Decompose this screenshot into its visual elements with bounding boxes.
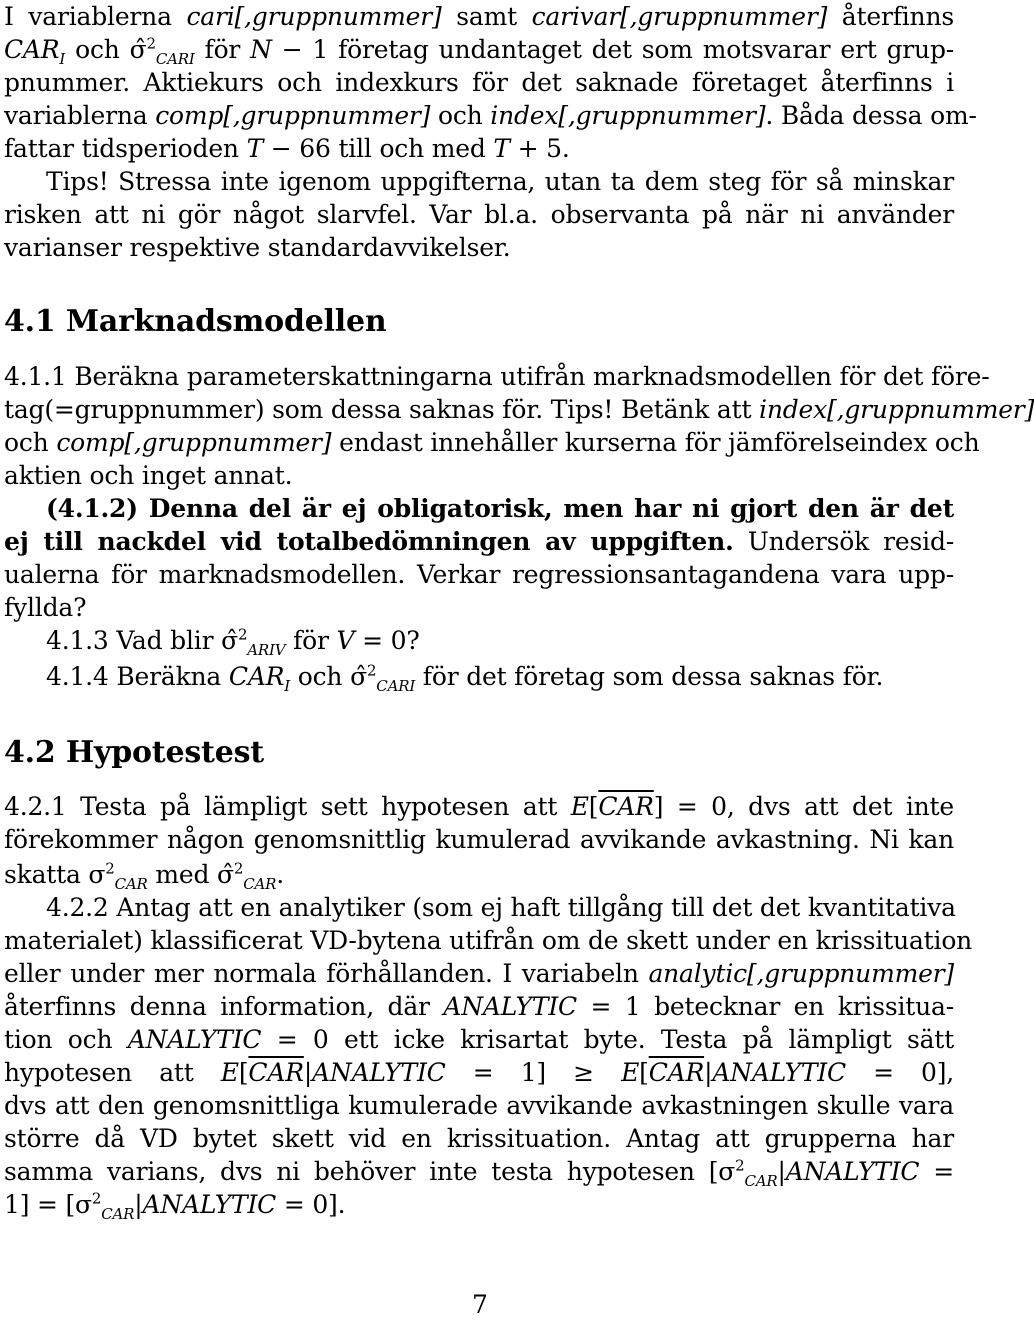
s42-line13: $1] = [\sigma^2_{CAR}|ANALYTIC = 0]$. xyxy=(4,1189,346,1223)
s42-line11: större då VD bytet skett vid en krissituation. Antag att grupperna har xyxy=(4,1124,954,1153)
s41-line8: fyllda? xyxy=(4,593,87,622)
s42-line7: återfinns denna information, där ANALYTIC = 1 betecknar en krissitua- xyxy=(4,992,954,1021)
page-number: 7 xyxy=(472,1290,488,1319)
para1-line8: varianser respektive standardavvikelser. xyxy=(4,233,511,262)
s42-line1: 4.2.1 Testa på lämpligt sett hypotesen att $E[\overline{CAR}] = 0$, dvs att det inte xyxy=(4,792,954,821)
s42-line4: 4.2.2 Antag att en analytiker (som ej haft tillgång till det det kvantitativa xyxy=(46,893,956,922)
para1-line5: fattar tidsperioden T − 66 till och med T + 5. xyxy=(4,134,570,163)
s41-line6: ej till nackdel vid totalbedömningen av uppgiften. Undersök resid- xyxy=(4,527,954,556)
section-title-4-1: 4.1 Marknadsmodellen xyxy=(4,304,387,339)
s41-line2: tag(=gruppnummer) som dessa saknas för. Tips! Betänk att index[,gruppnummer] xyxy=(4,395,1034,424)
s41-line1: 4.1.1 Beräkna parameterskattningarna utifrån marknadsmodellen för det före- xyxy=(4,362,990,391)
s42-line3: skatta $\sigma^2_{CAR}$ med σ̂$^2_{CAR}$. xyxy=(4,859,285,893)
s41-line3: och comp[,gruppnummer] endast innehåller kurserna för jämförelseindex och xyxy=(4,428,980,457)
s42-line5: materialet) klassificerat VD-bytena utifrån om de skett under en krissituation xyxy=(4,926,973,955)
s41-line4: aktien och inget annat. xyxy=(4,461,293,490)
para1-line1: I variablerna cari[,gruppnummer] samt carivar[,gruppnummer] återfinns xyxy=(4,2,954,31)
s42-line2: förekommer någon genomsnittlig kumulerad avvikande avkastning. Ni kan xyxy=(4,825,954,854)
s41-line10: 4.1.4 Beräkna $CAR_I$ och σ̂$^2_{CARI}$ för det företag som dessa saknas för. xyxy=(46,661,884,695)
s41-line9: 4.1.3 Vad blir σ̂$^2_{ARIV}$ för V = 0? xyxy=(46,625,420,659)
s42-line6: eller under mer normala förhållanden. I variabeln analytic[,gruppnummer] xyxy=(4,959,954,988)
s42-line12: samma varians, dvs ni behöver inte testa hypotesen [$\sigma^2_{CAR}|ANALYTIC$ = xyxy=(4,1156,954,1190)
para1-line7: risken att ni gör något slarvfel. Var bl.a. observanta på när ni använder xyxy=(4,200,954,229)
s42-line8: tion och ANALYTIC = 0 ett icke krisartat byte. Testa på lämpligt sätt xyxy=(4,1025,954,1054)
s42-line9: hypotesen att $E[\overline{CAR}|ANALYTIC = 1]$ ≥ $E[\overline{CAR}|ANALYTIC = 0]$, xyxy=(4,1058,954,1087)
section-title-4-2: 4.2 Hypotestest xyxy=(4,735,264,770)
s42-line10: dvs att den genomsnittliga kumulerade avvikande avkastningen skulle vara xyxy=(4,1091,954,1120)
para1-line2: $CAR_I$ och σ̂$^2_{CARI}$ för N − 1 företag undantaget det som motsvarar ert grup- xyxy=(4,34,955,68)
para1-line4: variablerna comp[,gruppnummer] och index[,gruppnummer]. Båda dessa om- xyxy=(4,101,977,130)
para1-line3: pnummer. Aktiekurs och indexkurs för det saknade företaget återfinns i xyxy=(4,68,954,97)
para1-line6: Tips! Stressa inte igenom uppgifterna, utan ta dem steg för så minskar xyxy=(46,167,954,196)
s41-line7: ualerna för marknadsmodellen. Verkar regressionsantagandena vara upp- xyxy=(4,560,954,589)
s41-line5: (4.1.2) Denna del är ej obligatorisk, men har ni gjort den är det xyxy=(46,494,954,523)
